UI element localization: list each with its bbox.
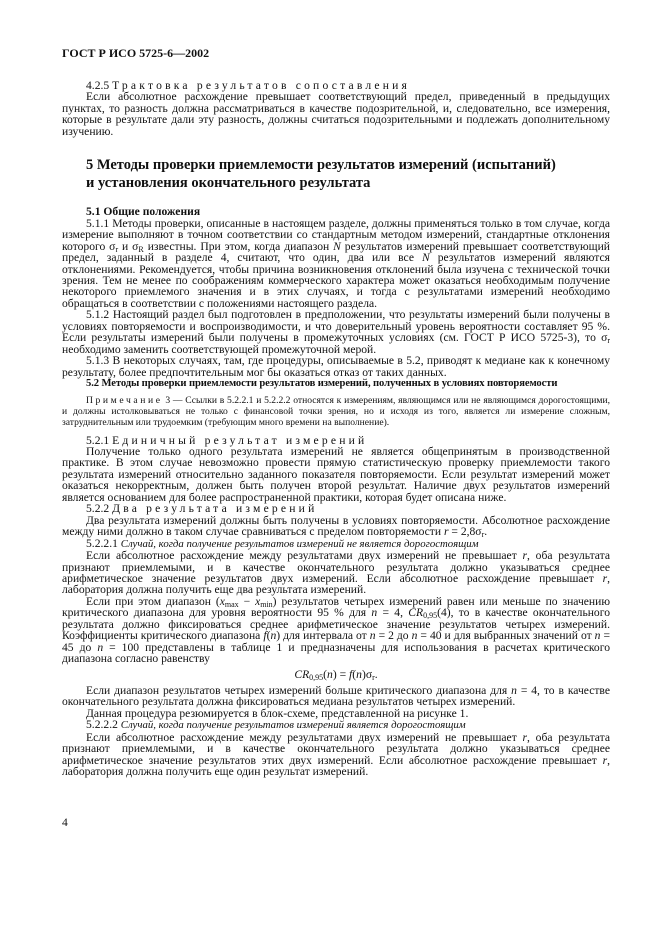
text-run: Если при этом диапазон ( xyxy=(86,594,220,608)
text-run: r xyxy=(522,730,528,744)
text-run: = 4, xyxy=(377,606,409,620)
page-number: 4 xyxy=(62,816,68,829)
text-run: f xyxy=(263,629,267,643)
para-block xyxy=(62,515,610,538)
text-run: N xyxy=(422,251,430,265)
text-run: и σ xyxy=(118,239,139,253)
para-block xyxy=(62,355,610,378)
text-run: известны. При этом, когда диапазон xyxy=(143,239,334,253)
text-run: необходимо заменить соответствующей промежуточной мерой. xyxy=(62,342,377,356)
text-run: , оба результата признают приемлемыми, и в качестве окончательного результата должно указываться среднее арифметическое значение результатов двух измерений. Если абсолютное расхождение превышает xyxy=(62,549,610,585)
para-block xyxy=(62,708,610,719)
text-run: ( xyxy=(266,629,271,643)
text-run: − xyxy=(238,594,256,608)
text-run: x xyxy=(219,594,225,608)
text-run: n xyxy=(327,667,333,681)
para-block xyxy=(62,218,610,310)
text-run: . xyxy=(374,667,378,681)
text-run: и установления окончательного результата xyxy=(86,175,371,192)
text-run: )σ xyxy=(361,667,373,681)
document-body xyxy=(62,80,610,778)
text-run: результатов измерений превышает соответствующий предел, заданный в разделе 4, считают, что один, два или все xyxy=(62,239,611,265)
text-run: 5.1.3 В некоторых случаях, там, где процедуры, описываемые в 5.2, приводят к медиане как к конечному результату, более предпочтительным мог бы оказаться отказ от таких данных. xyxy=(62,354,610,379)
text-run: = 4, то в качестве окончательного результата должна фиксироваться медиана результатов четырех измерений. xyxy=(62,684,610,709)
text-run: Получение только одного результата измерений не является общепринятым в производственной практике. В этом случае невозможно провести прямую статистическую проверку приемлемости такого результата измерений относительно заданного показателя повторяемости. Если результат измерений может оказаться некорректным, должен быть получен второй результат. Наличие двух результатов измерений является основанием для более распространенной практики, которая будет описана ниже. xyxy=(62,444,610,504)
text-run: 5.2.2.2 xyxy=(86,718,121,732)
text-run: n xyxy=(371,606,378,620)
text-run: CR xyxy=(408,606,424,620)
text-run: ) = xyxy=(332,667,350,681)
text-run: ( xyxy=(352,667,357,681)
text-run: n xyxy=(594,629,601,643)
text-run: x xyxy=(255,594,261,608)
text-run: Случай, когда получение результатов измерений является дорогостоящим xyxy=(120,719,466,732)
subscript: r xyxy=(607,336,610,346)
text-run: n xyxy=(356,667,362,681)
text-run: r xyxy=(602,571,608,585)
text-run: ( xyxy=(323,667,328,681)
text-run: n xyxy=(511,684,517,698)
para-block xyxy=(62,309,610,355)
text-run: ) для интервала от xyxy=(276,629,370,643)
para-block xyxy=(62,596,610,665)
text-run: = 2 до xyxy=(375,629,412,643)
text-run: = 45 до xyxy=(62,629,611,654)
subscript: r xyxy=(115,244,119,254)
text-run: r xyxy=(602,753,608,767)
text-run: . xyxy=(484,525,488,539)
text-run: Примечание xyxy=(86,394,163,406)
text-run: n xyxy=(411,629,418,643)
subscript: R xyxy=(138,244,144,254)
text-run: 5.2.1 xyxy=(86,433,113,447)
text-run: Трактовка результатов сопоставления xyxy=(112,79,411,92)
subscript: r xyxy=(481,530,485,540)
para-block xyxy=(62,732,610,778)
text-run: Случай, когда получение результатов измерений не является дорогостоящим xyxy=(120,537,479,550)
bold2-block xyxy=(62,378,610,389)
text-run: 5.1.1 Методы проверки, описанные в настоящем разделе, должны применяться только в том случае, когда измерение выполняют в точном соответствии со стандартным методом измерений, стандартные отклонения которого σ xyxy=(62,216,610,253)
para-block xyxy=(62,446,610,503)
text-run: n xyxy=(369,629,376,643)
text-run: r xyxy=(522,549,528,563)
text-run: , оба результата признают приемлемыми, и в качестве окончательного результата должно указываться среднее арифметическое значение результатов этих двух измерений. Если абсолютное расхождение превышает xyxy=(62,730,610,767)
text-run: r xyxy=(443,525,449,539)
subscript: r xyxy=(372,672,375,682)
text-run: = 2,8σ xyxy=(448,525,482,539)
text-run: 3 — Ссылки в 5.2.2.1 и 5.2.2.2 относятся к измерениям, являющимся или не являющимся дорогостоящими, и должны истолковываться не только с финансовой точки зрения, но и исходя из того, является ли измерение сложным, затруднительным или трудоемким (требующим много времени на выполнение). xyxy=(62,394,610,428)
text-run: 5.2.2 xyxy=(86,502,113,516)
note-block xyxy=(62,395,610,428)
text-run: Если абсолютное расхождение превышает соответствующий предел, приведенный в предыдущих пунктах, то разность должна рассматриваться в качестве подозрительной, и, следовательно, все измерения, которые в результате дали эту разность, должны считаться подозрительными и подлежать дополнительному изучению. xyxy=(62,90,610,138)
subscript: max xyxy=(224,599,239,609)
text-run: = 100 представлены в таблице 1 и предназначены для использования в расчетах критического диапазона согласно равенству xyxy=(62,640,610,666)
subscript: 0,95 xyxy=(309,672,324,682)
text-run: Если абсолютное расхождение между результатами двух измерений не превышает xyxy=(86,730,523,744)
text-run: , лаборатория должна получить еще два результата измерений. xyxy=(62,571,610,597)
text-run: 5.1 Общие положения xyxy=(86,205,201,219)
text-run: Данная процедура резюмируется в блок-схеме, представленной на рисунке 1. xyxy=(86,706,469,720)
text-run: , лаборатория должна получить еще один результат измерений. xyxy=(62,753,610,779)
text-run: N xyxy=(333,239,341,253)
para-block xyxy=(62,685,610,708)
text-run: Если абсолютное расхождение между результатами двух измерений не превышает xyxy=(86,549,523,563)
para-block xyxy=(62,550,610,596)
page-header: ГОСТ Р ИСО 5725-6—2002 xyxy=(62,46,210,60)
formula-block xyxy=(62,669,610,680)
text-run: n xyxy=(270,629,277,643)
text-run: f xyxy=(349,667,353,681)
text-run: Если диапазон результатов четырех измерений больше критического диапазона для xyxy=(86,684,512,698)
text-run: CR xyxy=(294,667,310,681)
text-run: 5.1.2 Настоящий раздел был подготовлен в предположении, что результаты измерений были получены в условиях повторяемости и воспроизводимости, и что доверительный уровень вероятности составляет 95 %. Если результаты измерений были получены в промежуточных условиях (см. ГОСТ Р ИСО 5725-3), то σ xyxy=(62,308,610,345)
section-heading xyxy=(86,156,610,192)
subscript: 0,95 xyxy=(423,611,438,621)
text-run: n xyxy=(97,640,104,654)
text-run: 5.2.2.1 xyxy=(86,536,121,550)
subscript: min xyxy=(260,599,273,609)
text-run: Два результата измерений должны быть получены в условиях повторяемости. Абсолютное расхождение между ними должно в таком случае сравниваться с пределом повторяемости xyxy=(62,513,610,539)
text-run: 5.2 Методы проверки приемлемости результатов измерений, полученных в условиях повторяемости xyxy=(86,378,558,390)
para-block xyxy=(62,91,610,137)
text-run: (4), то в качестве окончательного результата должно фиксироваться среднее арифметическое значение результатов четырех измерений. Коэффициенты критического диапазона xyxy=(62,606,610,643)
text-run: 5 Методы проверки приемлемости результатов измерений (испытаний) xyxy=(86,157,556,174)
text-run: 4.2.5 xyxy=(86,79,113,92)
text-run: = 40 и для выбранных значений от xyxy=(417,629,595,643)
text-run: Два результата измерений xyxy=(112,502,318,516)
text-run: ) результатов четырех измерений равен или меньше по значению критического диапазона для уровня вероятности 95 % для xyxy=(62,594,611,620)
text-run: результатов измерений являются отклонениями. Рекомендуется, чтобы причина возникновения отклонений была изучена с технической точки зрения. Тем не менее по соображениям коммерческого характера может оказаться необходимым получение некоторого приемлемого значения и в этих случаях, и тогда с результатами измерений необходимо обращаться в соответствии с положениями настоящего раздела. xyxy=(62,251,610,310)
text-run: Единичный результат измерений xyxy=(112,433,368,447)
